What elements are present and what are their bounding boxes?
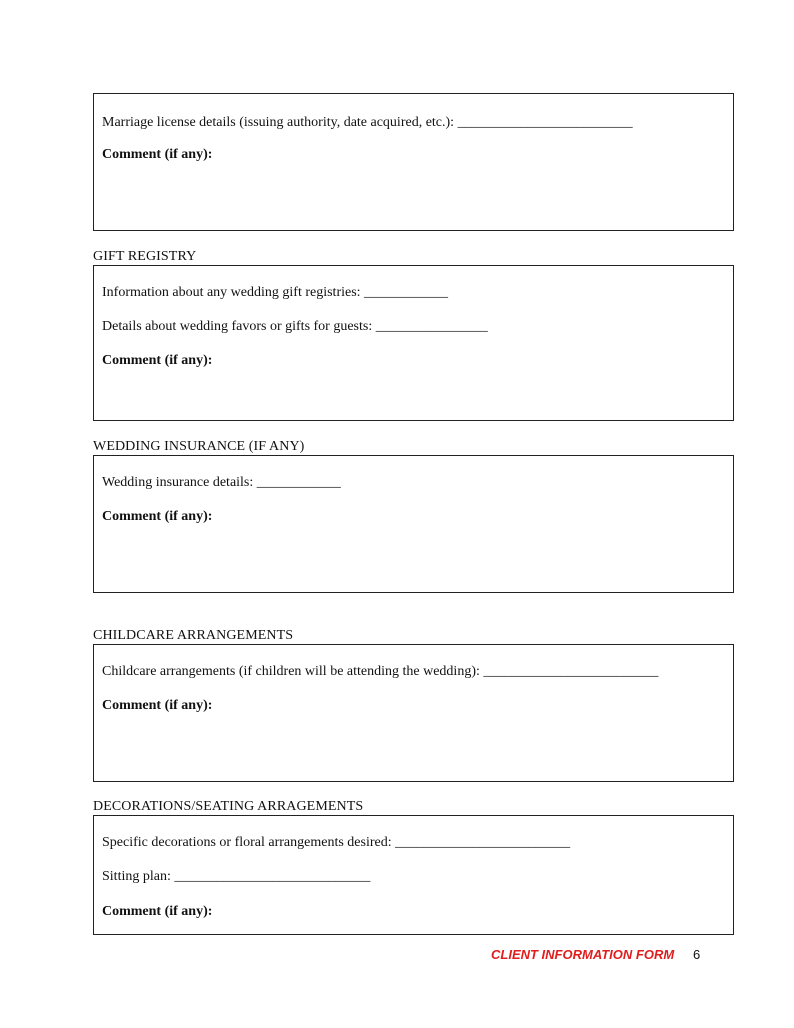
childcare-heading: CHILDCARE ARRANGEMENTS <box>93 628 294 643</box>
childcare-field[interactable]: Childcare arrangements (if children will be attending the wedding): _________________________ <box>102 664 659 679</box>
marriage-license-field[interactable]: Marriage license details (issuing authority, date acquired, etc.): _________________________ <box>102 115 633 130</box>
wedding-insurance-field[interactable]: Wedding insurance details: ____________ <box>102 475 341 490</box>
marriage-comment-label: Comment (if any): <box>102 147 213 162</box>
gift-registries-field[interactable]: Information about any wedding gift registries: ____________ <box>102 285 449 300</box>
footer-form-title: CLIENT INFORMATION FORM <box>491 947 675 962</box>
decorations-box <box>93 815 734 935</box>
footer-page-number: 6 <box>693 947 701 962</box>
gift-registry-box <box>93 265 734 421</box>
wedding-insurance-heading: WEDDING INSURANCE (IF ANY) <box>93 439 305 454</box>
childcare-comment-label: Comment (if any): <box>102 698 213 713</box>
decorations-heading: DECORATIONS/SEATING ARRAGEMENTS <box>93 799 364 814</box>
floral-arrangements-field[interactable]: Specific decorations or floral arrangements desired: _________________________ <box>102 835 571 850</box>
sitting-plan-field[interactable]: Sitting plan: ____________________________ <box>102 869 371 884</box>
gift-registry-heading: GIFT REGISTRY <box>93 249 197 264</box>
wedding-favors-field[interactable]: Details about wedding favors or gifts for guests: ________________ <box>102 319 488 334</box>
marriage-license-box <box>93 93 734 231</box>
decorations-comment-label: Comment (if any): <box>102 904 213 919</box>
wedding-insurance-comment-label: Comment (if any): <box>102 509 213 524</box>
childcare-box <box>93 644 734 782</box>
wedding-insurance-box <box>93 455 734 593</box>
gift-registry-comment-label: Comment (if any): <box>102 353 213 368</box>
